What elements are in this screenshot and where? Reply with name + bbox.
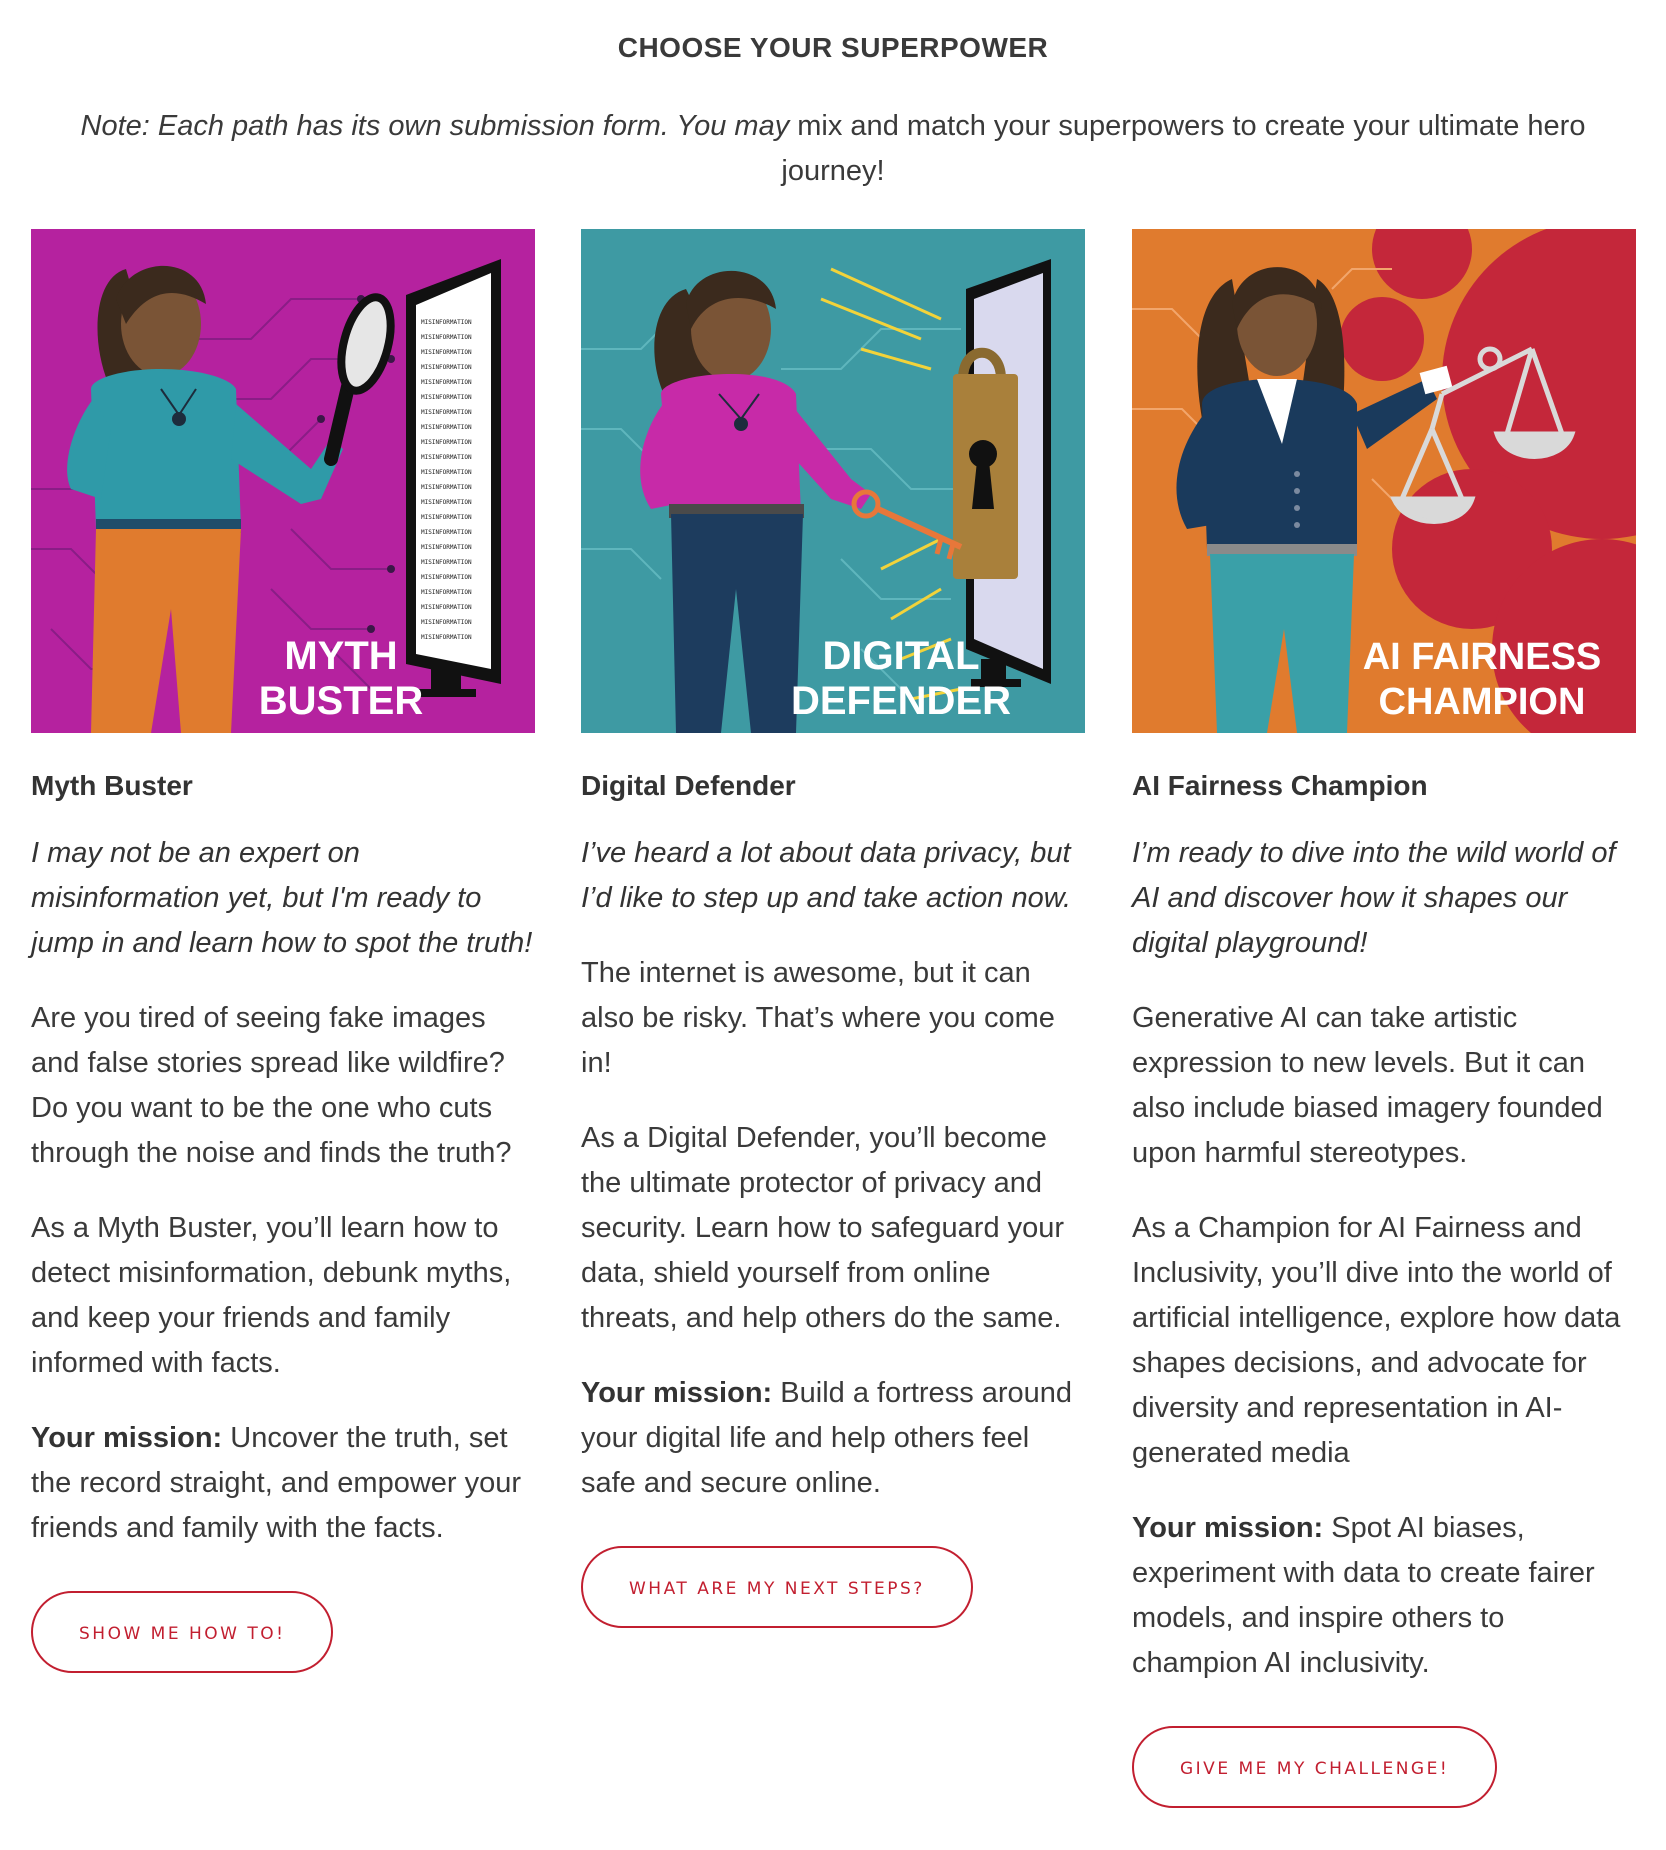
- card-digital-defender: [581, 229, 1085, 1628]
- card-ai-fairness-champion: [1132, 229, 1636, 1808]
- card-tagline: I’ve heard a lot about data privacy, but I’d like to step up and take action now.: [581, 837, 1072, 914]
- svg-text:MISINFORMATION: MISINFORMATION: [421, 514, 472, 521]
- card-heading: AI Fairness Champion: [1132, 770, 1428, 801]
- svg-text:MISINFORMATION: MISINFORMATION: [421, 529, 472, 536]
- svg-text:MISINFORMATION: MISINFORMATION: [421, 409, 472, 416]
- card-mission: [581, 1371, 1085, 1506]
- svg-text:MISINFORMATION: MISINFORMATION: [421, 604, 472, 611]
- svg-text:BUSTER: BUSTER: [258, 679, 424, 723]
- card-myth-buster: [31, 229, 535, 1673]
- svg-text:MISINFORMATION: MISINFORMATION: [421, 454, 472, 461]
- section-note: [70, 104, 1596, 194]
- card-mission: [1132, 1506, 1636, 1686]
- svg-text:MISINFORMATION: MISINFORMATION: [421, 619, 472, 626]
- mission-label: Your mission:: [1132, 1512, 1324, 1544]
- card-paragraph: As a Digital Defender, you’ll become the ultimate protector of privacy and security. Learn how to safeguard your data, shield yourself from online threats, and help others do the same.: [581, 1122, 1065, 1334]
- svg-text:MISINFORMATION: MISINFORMATION: [421, 544, 472, 551]
- svg-text:DIGITAL: DIGITAL: [822, 634, 980, 678]
- card-paragraph: Are you tired of seeing fake images and false stories spread like wildfire? Do you want to be the one who cuts through the noise and finds the truth?: [31, 1002, 512, 1169]
- svg-text:AI FAIRNESS: AI FAIRNESS: [1362, 636, 1602, 678]
- svg-text:MISINFORMATION: MISINFORMATION: [421, 349, 472, 356]
- card-tagline: I’m ready to dive into the wild world of AI and discover how it shapes our digital playground!: [1132, 837, 1616, 959]
- svg-text:MISINFORMATION: MISINFORMATION: [421, 319, 472, 326]
- card-mission: [31, 1416, 535, 1551]
- digital-defender-image-label: [791, 634, 1011, 723]
- card-paragraph: As a Myth Buster, you’ll learn how to detect misinformation, debunk myths, and keep your friends and family informed with facts.: [31, 1212, 512, 1379]
- svg-text:MISINFORMATION: MISINFORMATION: [421, 634, 472, 641]
- card-paragraph: As a Champion for AI Fairness and Inclusivity, you’ll dive into the world of artificial intelligence, explore how data shapes decisions, and advocate for diversity and representation in AI-generated media: [1132, 1212, 1621, 1469]
- svg-text:MISINFORMATION: MISINFORMATION: [421, 469, 472, 476]
- show-me-how-button[interactable]: SHOW ME HOW TO!: [31, 1591, 333, 1673]
- digital-defender-artwork: [581, 229, 1085, 733]
- card-paragraph: Generative AI can take artistic expression to new levels. But it can also include biased imagery founded upon harmful stereotypes.: [1132, 1002, 1603, 1169]
- svg-text:MISINFORMATION: MISINFORMATION: [421, 559, 472, 566]
- padlock-icon: [953, 353, 1018, 579]
- svg-text:DEFENDER: DEFENDER: [790, 679, 1012, 723]
- card-heading: Myth Buster: [31, 770, 193, 801]
- myth-buster-illustration: [31, 229, 535, 733]
- svg-text:MISINFORMATION: MISINFORMATION: [421, 379, 472, 386]
- section-note-rest: mix and match your superpowers to create your ultimate hero journey!: [781, 110, 1586, 187]
- ai-fairness-artwork: [1132, 229, 1636, 733]
- card-paragraph: The internet is awesome, but it can also be risky. That’s where you come in!: [581, 957, 1055, 1079]
- svg-text:MISINFORMATION: MISINFORMATION: [421, 499, 472, 506]
- mission-label: Your mission:: [31, 1422, 223, 1454]
- svg-text:MISINFORMATION: MISINFORMATION: [421, 424, 472, 431]
- mission-label: Your mission:: [581, 1377, 773, 1409]
- mission-text: Uncover the truth, set the record straight, and empower your friends and family with the facts.: [31, 1422, 522, 1544]
- svg-text:MISINFORMATION: MISINFORMATION: [421, 589, 472, 596]
- svg-text:MYTH: MYTH: [284, 634, 398, 678]
- card-heading: Digital Defender: [581, 770, 796, 801]
- svg-text:CHAMPION: CHAMPION: [1378, 681, 1586, 723]
- myth-buster-artwork: [31, 229, 535, 733]
- svg-text:MISINFORMATION: MISINFORMATION: [421, 439, 472, 446]
- svg-text:MISINFORMATION: MISINFORMATION: [421, 484, 472, 491]
- next-steps-button[interactable]: WHAT ARE MY NEXT STEPS?: [581, 1546, 973, 1628]
- mission-text: Spot AI biases, experiment with data to create fairer models, and inspire others to champion AI inclusivity.: [1132, 1512, 1595, 1679]
- mission-text: Build a fortress around your digital life and help others feel safe and secure online.: [581, 1377, 1073, 1499]
- svg-text:MISINFORMATION: MISINFORMATION: [421, 364, 472, 371]
- section-note-italic: Note: Each path has its own submission form. You may: [80, 110, 790, 142]
- ai-fairness-illustration: [1132, 229, 1636, 733]
- give-me-challenge-button[interactable]: GIVE ME MY CHALLENGE!: [1132, 1726, 1497, 1808]
- digital-defender-illustration: [581, 229, 1085, 733]
- section-title: CHOOSE YOUR SUPERPOWER: [617, 32, 1049, 63]
- svg-text:MISINFORMATION: MISINFORMATION: [421, 574, 472, 581]
- svg-text:MISINFORMATION: MISINFORMATION: [421, 334, 472, 341]
- svg-text:MISINFORMATION: MISINFORMATION: [421, 394, 472, 401]
- card-tagline: I may not be an expert on misinformation yet, but I'm ready to jump in and learn how to spot the truth!: [31, 837, 533, 959]
